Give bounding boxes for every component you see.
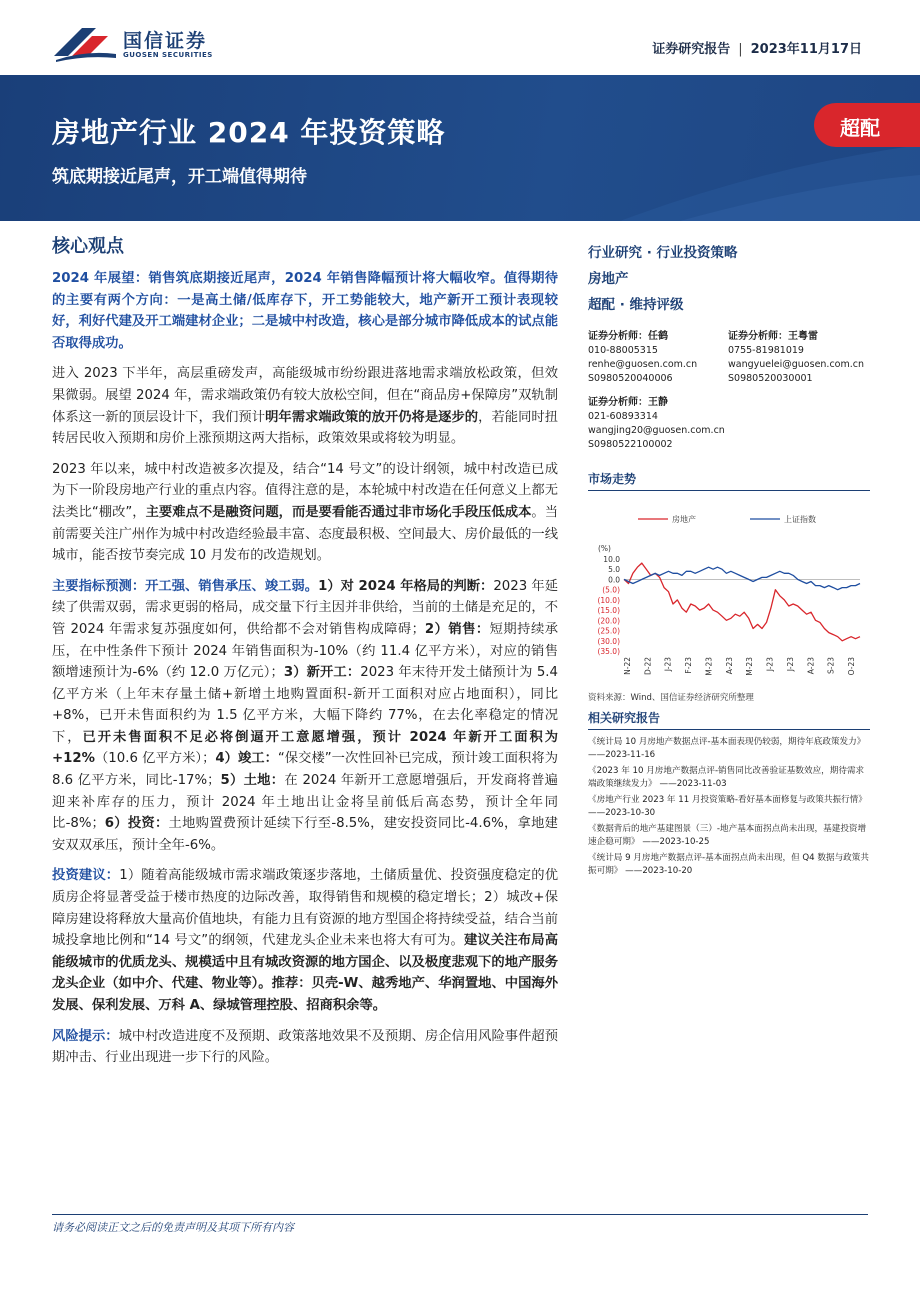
y-tick-label: (20.0) [597, 616, 620, 626]
analyst-email[interactable]: renhe@guosen.com.cn [588, 359, 698, 370]
analyst-list [588, 330, 870, 454]
text-span: 2023 年延续了供需双弱，需求更弱的格局，成交量下行主因并非供给，当前的土储是充足的，不管 2024 年需求复苏强度如何，供给都不会对销售构成障碍； [52, 578, 558, 637]
analyst-phone: 0755-81981019 [728, 345, 804, 356]
report-subtitle: 筑底期接近尾声，开工端值得期待 [52, 167, 307, 187]
related-report-item[interactable] [588, 765, 870, 791]
x-tick-label: F-23 [684, 657, 694, 674]
bold-span: 5）土地： [220, 773, 285, 789]
text-span: 短期持续承压，在中性条件下预计 2024 年销售面积为-10%（约 11.4 亿平方米），对应的销售额增速预计为-6%（约 12.0 万亿元）； [52, 621, 558, 681]
text-span: 。当前需要关注广州作为城中村改造经验最丰富、态度最积极、空间最大、房价最低的一线城市，能否按节奏完成 10 月发布的改造规划。 [52, 504, 559, 564]
chart-source: 资料来源：Wind、国信证券经济研究所整理 [588, 693, 754, 703]
risk-paragraph [52, 1026, 558, 1069]
report-category: 行业研究 · 行业投资策略 [588, 245, 738, 261]
title-banner [0, 75, 920, 221]
analyst-email[interactable]: wangjing20@guosen.com.cn [588, 425, 725, 436]
core-viewpoints [52, 232, 558, 1078]
analyst-phone: 021-60893314 [588, 411, 658, 422]
related-report-item[interactable] [588, 794, 870, 820]
bold-span: 3）新开工： [283, 665, 361, 681]
y-tick-label: (15.0) [597, 606, 620, 616]
related-report-title: 《房地产行业 2023 年 11 月投资策略-看好基本面修复与政策共振行情》 [588, 795, 867, 805]
bold-span: 主要难点不是融资问题，而是要看能否通过非市场化手段压低成本 [145, 504, 532, 520]
report-type: 证券研究报告 [652, 42, 731, 57]
legend-label: 房地产 [672, 515, 696, 524]
y-tick-label: (25.0) [597, 626, 620, 636]
related-report-title: 《统计局 10 月房地产数据点评-基本面表现仍较弱，期待年底政策发力》 [588, 737, 866, 747]
related-report-item[interactable] [588, 736, 870, 762]
related-report-date: ——2023-10-20 [625, 866, 693, 876]
analyst-role: 证券分析师： [588, 397, 648, 408]
bold-span: 2）销售： [424, 621, 490, 637]
y-tick-label: (35.0) [597, 647, 620, 656]
investment-advice-paragraph [52, 865, 558, 1016]
outlook-paragraph: 2024 年展望：销售筑底期接近尾声，2024 年销售降幅预计将大幅收窄。值得期待的主要有两个方向：一是高土储/低库存下，开工势能较大，地产新开工预计表现较好，利好代建及开工端建材企业；二是城中村改造，核心是部分城市降低成本的试点能否取得成功。 [52, 271, 558, 351]
x-tick-label: N-22 [623, 657, 632, 675]
lead-span: 主要指标预测：开工强、销售承压、竣工弱。 [52, 578, 319, 594]
policy-paragraph [52, 363, 558, 449]
bold-span: 已开未售面积不足必将倒逼开工意愿增强，预计 2024 年新开工面积为+12% [52, 729, 559, 767]
related-report-item[interactable] [588, 823, 870, 849]
lead-span: 投资建议： [52, 868, 120, 884]
analyst-license: S0980520030001 [728, 373, 813, 384]
footer-disclaimer: 请务必阅读正文之后的免责声明及其项下所有内容 [52, 1221, 294, 1234]
report-date: 2023年11月17日 [750, 42, 862, 57]
analyst-card [588, 330, 697, 386]
analyst-license: S0980522100002 [588, 439, 673, 450]
text-span: 进入 2023 下半年，高层重磅发声，高能级城市纷纷跟进落地需求端放松政策，但效果微弱。展望 2024 年，需求端政策仍有较大放松空间，但在“商品房+保障房”双轨制体系这一新的顶层设计下，我们预计 [52, 366, 559, 425]
footer-divider [52, 1214, 868, 1215]
logo-name-en: GUOSEN SECURITIES [123, 51, 213, 59]
related-reports-title: 相关研究报告 [588, 709, 870, 730]
top-header [0, 0, 920, 75]
text-span: 1）随着高能级城市需求端政策逐步落地，土储质量优、投资强度稳定的优质房企将显著受益于楼市热度的边际改善，取得销售和规模的稳定增长；2）城改+保障房建设将释放大量高价值地块，有能力且有资源的地方型国企将持续受益，结合当前城投拿地比例和“14 号文”的纲领，代建龙头企业未来也将大有可为。 [52, 868, 558, 949]
rating-tag-label: 超配 [840, 116, 880, 140]
related-report-date: ——2023-11-03 [659, 779, 727, 789]
rating-tag [814, 103, 920, 147]
related-report-date: ——2023-10-30 [588, 808, 656, 818]
logo-name-cn: 国信证券 [123, 30, 208, 52]
x-tick-label: A-23 [806, 657, 816, 675]
report-title: 房地产行业 2024 年投资策略 [52, 116, 446, 149]
bold-span: 1）对 2024 年格局的判断： [318, 578, 494, 594]
x-tick-label: S-23 [826, 657, 836, 675]
trend-chart-svg [588, 499, 870, 689]
y-unit-label: (%) [598, 544, 611, 553]
text-span: 土地购置费预计延续下行至-8.5%，建安投资同比-4.6%，拿地建安双双承压，预计全年-6%。 [52, 816, 558, 853]
analyst-role: 证券分析师： [728, 331, 788, 342]
rating-status: 超配 · 维持评级 [588, 297, 684, 313]
x-tick-label: M-23 [745, 657, 755, 676]
analyst-card [588, 396, 725, 452]
bold-span: 明年需求端政策的放开仍将是逐步的 [265, 409, 479, 425]
y-tick-label: (30.0) [597, 636, 620, 646]
market-trend-chart [588, 499, 870, 689]
forecast-paragraph [52, 576, 558, 857]
y-tick-label: (10.0) [597, 595, 620, 605]
analyst-license: S0980520040006 [588, 373, 673, 384]
y-tick-label: 0.0 [608, 575, 620, 585]
related-report-title: 《2023 年 10 月房地产数据点评-销售同比改善验证基数效应，期待需求端政策继续发力》 [588, 766, 865, 789]
market-trend-title: 市场走势 [588, 470, 870, 491]
analyst-phone: 010-88005315 [588, 345, 658, 356]
x-tick-label: D-22 [643, 657, 653, 676]
meta-separator: | [738, 42, 743, 57]
bold-span: 6）投资： [104, 816, 169, 832]
text-span: 在 2024 年新开工意愿增强后，开发商将普遍迎来补库存的压力，预计 2024 年土地出让金将呈前低后高态势，预计全年同比-8%； [52, 773, 558, 832]
sidebar [588, 240, 870, 881]
section-title: 核心观点 [52, 236, 124, 257]
report-meta [652, 38, 862, 57]
text-span: 城中村改造进度不及预期、政策落地效果不及预期、房企信用风险事件超预期冲击、行业出现进一步下行的风险。 [52, 1028, 559, 1066]
logo-mark-icon [52, 24, 120, 64]
related-report-item[interactable] [588, 852, 870, 878]
lead-span: 风险提示： [52, 1028, 119, 1044]
analyst-card [728, 330, 864, 386]
related-report-title: 《统计局 9 月房地产数据点评-基本面拐点尚未出现，但 Q4 数据与政策共振可期》 [588, 853, 869, 876]
related-report-date: ——2023-10-25 [642, 837, 710, 847]
analyst-email[interactable]: wangyuelei@guosen.com.cn [728, 359, 865, 370]
y-tick-label: 10.0 [603, 555, 620, 564]
analyst-name: 任鹤 [648, 331, 668, 342]
bold-span: 4）竣工： [215, 751, 278, 767]
analyst-role: 证券分析师： [588, 331, 648, 342]
x-tick-label: O-23 [847, 657, 856, 676]
text-span: 2023 年以来，城中村改造被多次提及，结合“14 号文”的设计纲领，城中村改造已成为下一阶段房地产行业的重点内容。值得注意的是，本轮城中村改造在任何意义上都无法类比“棚改”， [52, 461, 558, 520]
x-tick-label: A-23 [724, 657, 734, 675]
text-span: （10.6 亿平方米）； [94, 751, 216, 767]
related-report-title: 《数据背后的地产基建图景（三）-地产基本面拐点尚未出现，基建投资增速企稳可期》 [588, 824, 867, 847]
text-span: 2023 年末待开发土储预计为 5.4 亿平方米（上年末存量土储+新增土地购置面积-新开工面积对应占地面积），同比+8%，已开未售面积约为 1.5 亿平方米，大幅下降约 77%，在去化率稳定的情况下， [52, 665, 558, 745]
bold-span: 建议关注布局高能级城市的优质龙头、规模适中且有城改资源的地方国企、以及极度悲观下的地产服务龙头企业（如中介、代建、物业等）。推荐：贝壳-W、越秀地产、华润置地、中国海外发展、保利发展、万科 A、绿城管理控股、招商积余等。 [52, 933, 558, 1013]
text-span: “保交楼”一次性回补已完成，预计竣工面积将为 8.6 亿平方米，同比-17%； [52, 751, 558, 789]
analyst-name: 王粤雷 [788, 331, 818, 342]
x-tick-label: J-23 [765, 657, 775, 672]
y-tick-label: 5.0 [608, 565, 620, 575]
company-logo [52, 24, 232, 64]
industry-name: 房地产 [588, 271, 629, 287]
x-tick-label: J-23 [785, 657, 795, 672]
text-span: ，若能同时扭转居民收入预期和房价上涨预期这两大指标，政策效果或将较为明显。 [52, 409, 559, 447]
related-reports-list [588, 736, 870, 878]
x-tick-label: J-23 [663, 657, 673, 672]
x-tick-label: M-23 [704, 657, 714, 676]
urban-village-paragraph [52, 459, 558, 567]
banner-swoosh-decoration [620, 135, 920, 221]
related-report-date: ——2023-11-16 [588, 750, 656, 760]
legend-label: 上证指数 [784, 515, 816, 524]
analyst-name: 王静 [648, 397, 668, 408]
y-tick-label: (5.0) [602, 585, 620, 595]
